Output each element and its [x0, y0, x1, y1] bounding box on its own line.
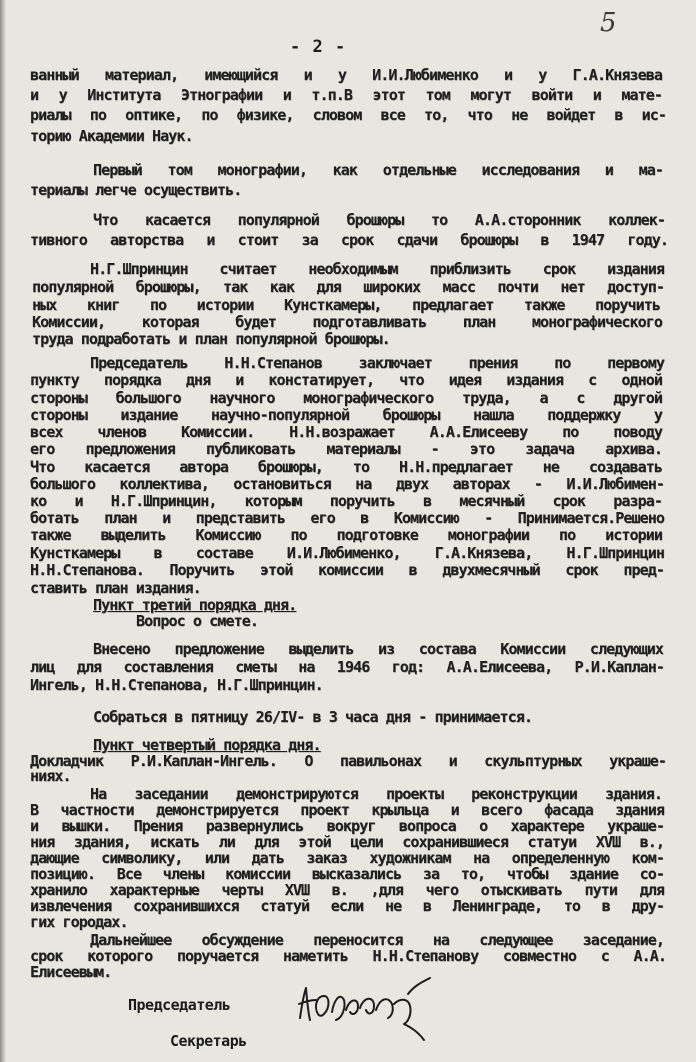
text-line: ванный материал, имеющийся и у И.И.Любименко и у Г.А.Князева [30, 66, 662, 84]
folio-number: 5 [600, 8, 617, 38]
text-line: извлечения сохранившихся статуй если не в Ленинграде, то в дру- [30, 897, 664, 915]
text-line: Председатель Н.Н.Степанов заключает прения по первому [90, 354, 664, 372]
text-line: торию Академии Наук. [30, 127, 193, 145]
text-line: дающие символику, или дать заказ художникам на определенную ком- [30, 849, 664, 867]
text-line: Что касается автора брошюры, то Н.Н.предлагает не создавать [30, 458, 662, 476]
text-line: На заседании демонстрируются проекты реконструкции здания. [90, 785, 662, 803]
text-line: его предложения публиковать материалы - это задача архива. [30, 440, 662, 458]
text-line: и у Института Этнографии и т.п.В этот том могут войти и мате- [30, 86, 662, 104]
text-line: ко и Н.Г.Шпринцин, которым поручить в месячный срок разра- [30, 492, 662, 510]
text-line: Елисеевым. [30, 963, 112, 981]
page-edge-shadow [0, 0, 6, 1062]
text-line: Комиссии, которая будет подготавливать план монографического [32, 313, 662, 331]
text-line: Дальнейшее обсуждение переносится на следующее заседание, [90, 931, 664, 949]
text-line: гих городах. [30, 913, 128, 931]
text-line: териалы легче осуществить. [30, 181, 242, 199]
text-line: и вышки. Прения развернулись вокруг вопроса о характере украше- [30, 817, 664, 835]
text-line: Вопрос о смете. [136, 612, 258, 630]
text-line: также выделить Комиссию по подготовке монографии по истории [30, 526, 662, 544]
section-heading: Пункт третий порядка дня. [93, 596, 297, 614]
text-line: ботать план и представить его в Комиссию - Принимается.Решено [30, 509, 664, 527]
text-line: пункту порядка дня и констатирует, что идея издания с одной [30, 371, 662, 389]
chairman-label: Председатель [128, 996, 231, 1014]
text-line: Ингель, Н.Н.Степанова, Н.Г.Шпринцин. [30, 676, 323, 694]
text-line: тивного авторства и стоит за срок сдачи брошюры в 1947 году. [30, 231, 668, 249]
page-number: - 2 - [290, 37, 347, 57]
chairman-signature [296, 974, 446, 1044]
text-line: Н.Г.Шпринцин считает необходимым приблизить срок издания [90, 260, 664, 278]
text-line: хранило характерные черты ХVШ в. ,для чего отыскивать пути для [30, 881, 664, 899]
text-line: позицию. Все члены комиссии высказались за то, чтобы здание со- [30, 865, 664, 883]
text-line: труда подработать и план популярной брошюры. [32, 330, 390, 348]
text-line: Докладчик Р.И.Каплан-Ингель. О павильонах и скульптурных украше- [30, 752, 666, 770]
text-line: Кунсткамеры в составе И.И.Любименко, Г.А.Князева, Н.Г.Шпринцин [30, 544, 664, 562]
text-line: стороны большого научного монографического труда, а с другой [30, 389, 662, 407]
text-line: большого коллектива, остановиться на двух авторах - И.И.Любимен- [30, 475, 664, 493]
text-line: Что касается популярной брошюры то А.А.сторонник коллек- [93, 211, 665, 229]
text-line: Н.Н.Степанова. Поручить этой комиссии в двухмесячный срок пред- [30, 561, 664, 579]
text-line: В частности демонстрируется проект крыльца и всего фасада здания [30, 801, 664, 819]
text-line: лиц для составления сметы на 1946 год: А.А.Елисеева, Р.И.Каплан- [30, 658, 664, 676]
text-line: срок которого поручается наметить Н.Н.Степанову совместно с А.А. [30, 947, 666, 965]
text-line: популярной брошюры, так как для широких масс почти нет доступ- [32, 278, 664, 296]
text-line: стороны издание научно-популярной брошюры нашла поддержку у [30, 406, 662, 424]
text-line: ставить план издания. [30, 579, 201, 597]
text-line: ных книг по истории Кунсткамеры, предлагает также поручить [32, 296, 660, 314]
text-line: Внесено предложение выделить из состава Комиссии следующих [93, 640, 663, 658]
text-line: ния здания, искать ли для этой цели сохранившиеся статуи ХVШ в., [30, 833, 664, 851]
text-line: всех членов Комиссии. Н.Н.возражает А.А.Елисееву по поводу [30, 423, 662, 441]
text-line: ниях. [30, 767, 71, 785]
secretary-label: Секретарь [170, 1032, 247, 1050]
section-heading: Пункт четвертый порядка дня. [93, 736, 321, 754]
text-line: Первый том монографии, как отдельные исследования и ма- [93, 161, 663, 179]
text-line: Собраться в пятницу 26/IV- в 3 часа дня - принимается. [93, 708, 533, 726]
text-line: риалы по оптике, по физике, словом все то, что не войдет в ис- [30, 106, 666, 124]
